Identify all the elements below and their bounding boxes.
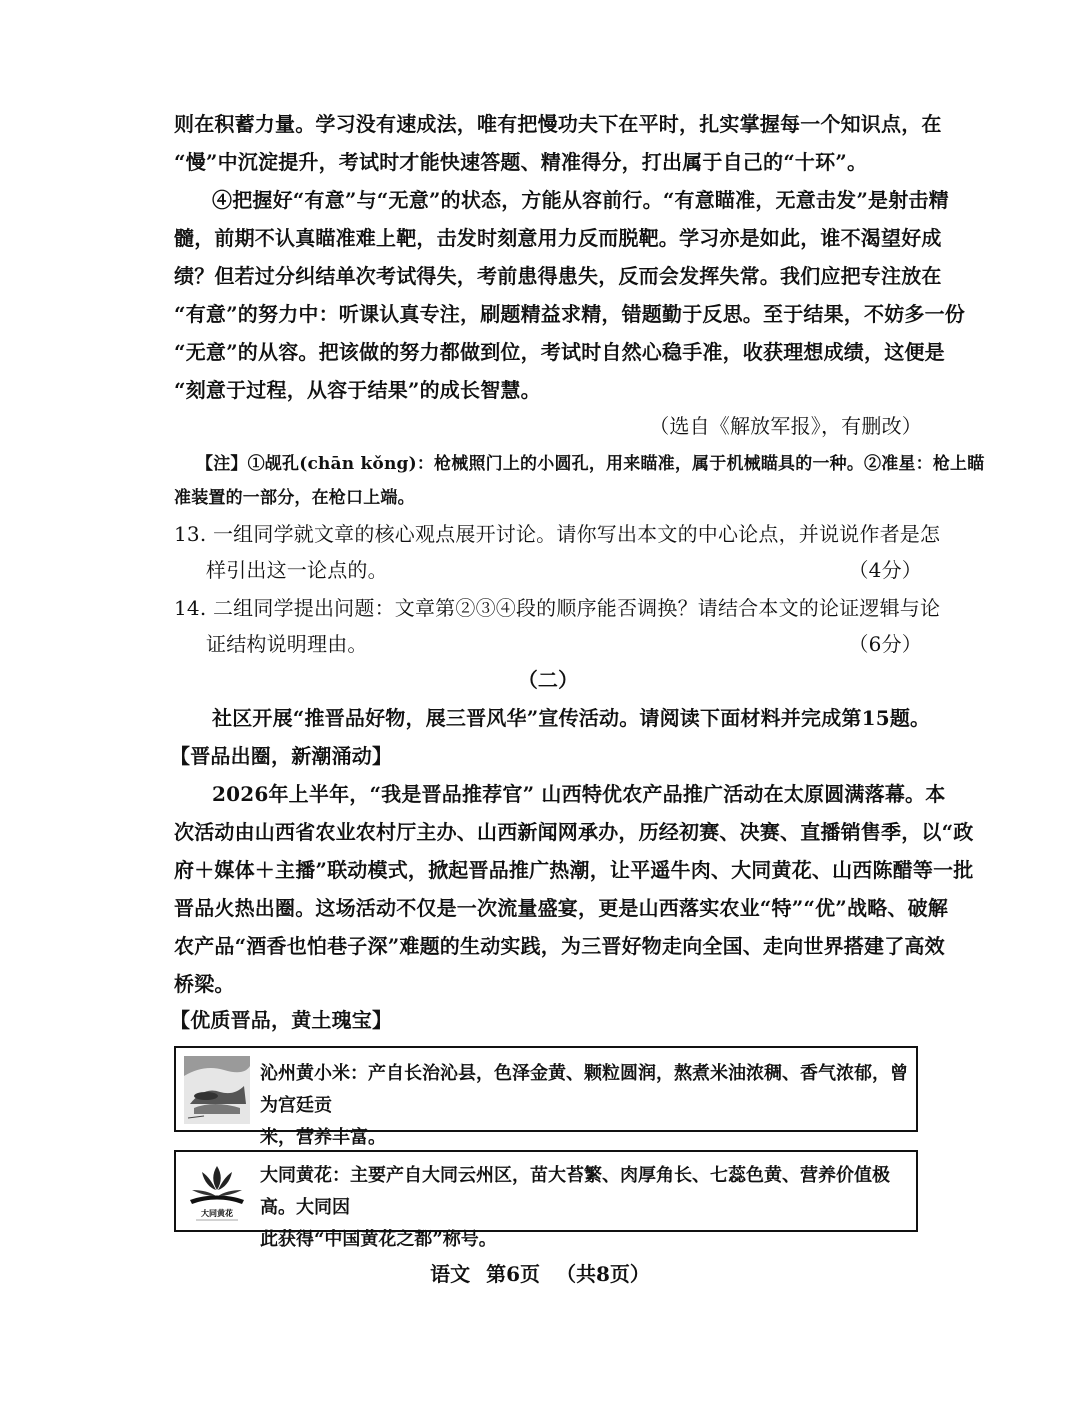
source-citation: （选自《解放军报》，有删改） (649, 414, 922, 438)
note-line-2: 准装置的一部分，在枪口上端。 (174, 488, 415, 508)
paragraph-3-line-2: “慢”中沉淀提升，考试时才能快速答题、精准得分，打出属于自己的“十环”。 (174, 150, 868, 174)
material-line-4: 晋品火热出圈。这场活动不仅是一次流量盛宴，更是山西落实农业“特”“优”战略、破解 (174, 896, 949, 920)
millet-line-2: 米，营养丰富。 (260, 1127, 386, 1148)
paragraph-4-line-3: 绩？但若过分纠结单次考试得失，考前患得患失，反而会发挥失常。我们应把专注放在 (174, 264, 942, 288)
material-line-2: 次活动由山西省农业农村厅主办、山西新闻网承办，历经初赛、决赛、直播销售季，以“政 (174, 820, 974, 844)
question-14-line-1: 14. 二组同学提出问题：文章第②③④段的顺序能否调换？请结合本文的论证逻辑与论 (174, 596, 941, 620)
question-13-line-2: 样引出这一论点的。 (206, 558, 388, 582)
daylily-logo-text: 大同黄花 (201, 1208, 233, 1218)
page-footer (0, 1258, 1080, 1287)
note-line-1: 【注】①觇孔(chān kǒng)：枪械照门上的小圆孔，用来瞄准，属于机械瞄具的一种。②准星：枪上瞄 (196, 454, 985, 474)
footer-total-pages: （共8页） (556, 1262, 650, 1286)
daylily-line-1: 大同黄花：主要产自大同云州区，苗大苔繁、肉厚角长、七蕊色黄、营养价值极高。大同因 (260, 1165, 890, 1218)
material-line-3: 府＋媒体＋主播”联动模式，掀起晋品推广热潮，让平遥牛肉、大同黄花、山西陈醋等一批 (174, 858, 974, 882)
paragraph-4-line-6: “刻意于过程，从容于结果”的成长智慧。 (174, 378, 541, 402)
question-13-score: （4分） (848, 558, 922, 582)
paragraph-3-line-1: 则在积蓄力量。学习没有速成法，唯有把慢功夫下在平时，扎实掌握每一个知识点，在 (174, 112, 942, 136)
question-14-score: （6分） (848, 632, 922, 656)
subheading-1: 【晋品出圈，新潮涌动】 (170, 744, 393, 768)
millet-line-1: 沁州黄小米：产自长治沁县，色泽金黄、颗粒圆润，熬煮米油浓稠、香气浓郁，曾为宫廷贡 (260, 1063, 908, 1116)
section-intro: 社区开展“推晋品好物，展三晋风华”宣传活动。请阅读下面材料并完成第15题。 (212, 706, 931, 730)
product-box-millet (174, 1046, 918, 1148)
millet-description (260, 1058, 908, 1154)
product-box-daylily (174, 1150, 918, 1250)
footer-page-number: 第6页 (486, 1262, 540, 1286)
daylily-description (260, 1160, 908, 1256)
section-heading: （二） (517, 668, 579, 692)
question-14-line-2: 证结构说明理由。 (206, 632, 368, 656)
material-line-5: 农产品“酒香也怕巷子深”难题的生动实践，为三晋好物走向全国、走向世界搭建了高效 (174, 934, 945, 958)
daylily-line-2: 此获得“中国黄花之都”称号。 (260, 1229, 497, 1250)
paragraph-4-line-5: “无意”的从容。把该做的努力都做到位，考试时自然心稳手准，收获理想成绩，这便是 (174, 340, 945, 364)
material-line-1: 2026年上半年，“我是晋品推荐官” 山西特优农产品推广活动在太原圆满落幕。本 (212, 782, 946, 806)
millet-picture (184, 1056, 250, 1124)
paragraph-4-line-1: ④把握好“有意”与“无意”的状态，方能从容前行。“有意瞄准，无意击发”是射击精 (212, 188, 949, 212)
material-line-6: 桥梁。 (174, 972, 235, 996)
paragraph-4-line-2: 髓，前期不认真瞄准难上靶，击发时刻意用力反而脱靶。学习亦是如此，谁不渴望好成 (174, 226, 942, 250)
subheading-2: 【优质晋品，黄土瑰宝】 (170, 1008, 393, 1032)
daylily-logo (184, 1160, 250, 1224)
question-13-line-1: 13. 一组同学就文章的核心观点展开讨论。请你写出本文的中心论点，并说说作者是怎 (174, 522, 941, 546)
footer-subject: 语文 (430, 1262, 471, 1286)
paragraph-4-line-4: “有意”的努力中：听课认真专注，刷题精益求精，错题勤于反思。至于结果，不妨多一份 (174, 302, 966, 326)
